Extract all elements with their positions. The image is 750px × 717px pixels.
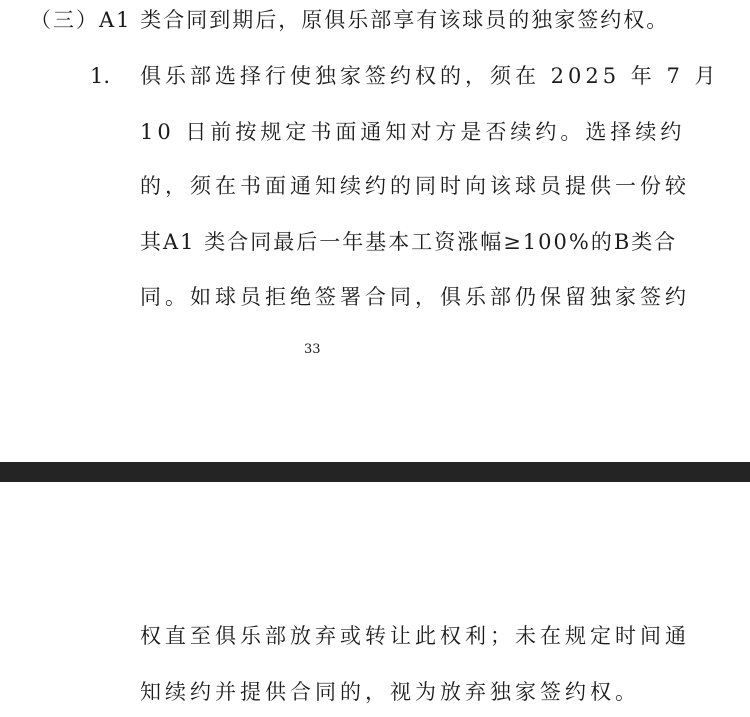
paragraph-line: 权直至俱乐部放弃或转让此权利；未在规定时间通	[140, 624, 690, 648]
paragraph-line: 其A1 类合同最后一年基本工资涨幅≥100%的B类合	[140, 230, 678, 254]
paragraph-line: 俱乐部选择行使独家签约权的，须在 2025 年 7 月	[140, 64, 720, 88]
paragraph-line: 知续约并提供合同的，视为放弃独家签约权。	[140, 680, 640, 704]
paragraph-line: 10 日前按规定书面通知对方是否续约。选择续约	[140, 120, 686, 144]
paragraph-line: 的，须在书面通知续约的同时向该球员提供一份较	[140, 174, 690, 198]
page-break-divider	[0, 462, 750, 482]
page-number: 33	[304, 342, 321, 357]
paragraph-line: 同。如球员拒绝签署合同，俱乐部仍保留独家签约	[140, 285, 690, 309]
list-item-number: 1.	[90, 64, 111, 88]
section-heading: （三）A1 类合同到期后，原俱乐部享有该球员的独家签约权。	[30, 8, 670, 32]
